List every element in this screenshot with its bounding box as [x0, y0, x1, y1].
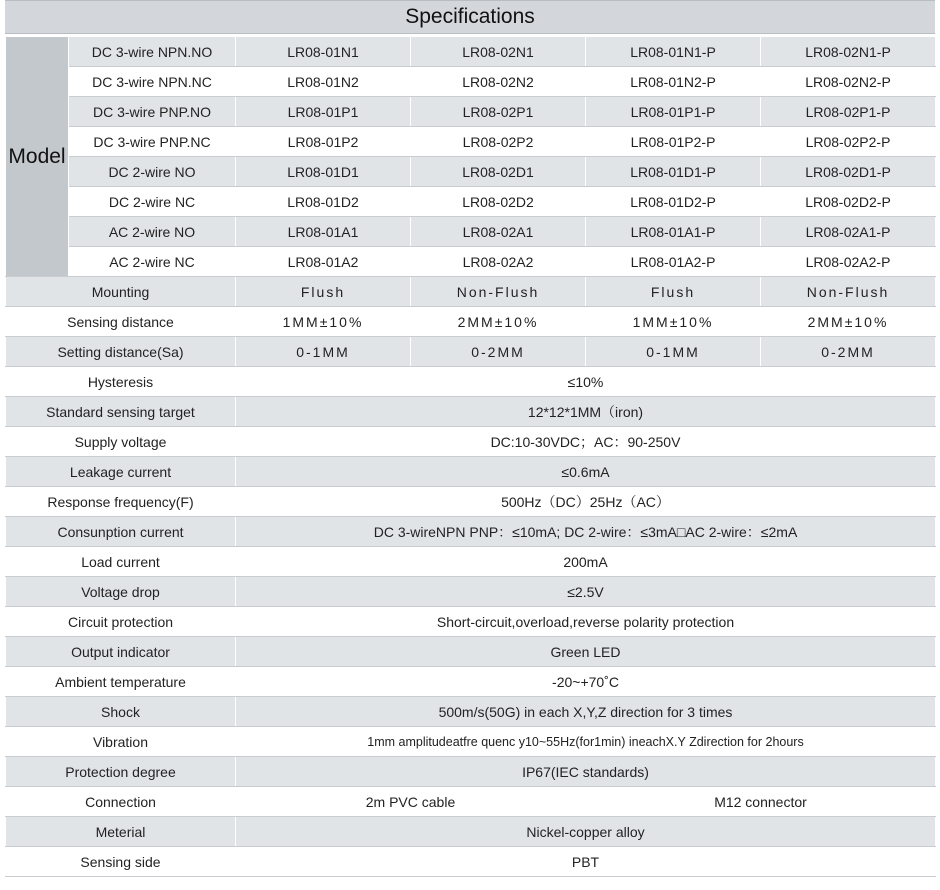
model-cell: LR08-02A2-P: [761, 247, 936, 277]
model-cell: LR08-02N1: [411, 37, 586, 67]
wiring-cell: AC 2-wire NO: [69, 217, 236, 247]
model-cell: LR08-02A1: [411, 217, 586, 247]
model-cell: LR08-01P1-P: [586, 97, 761, 127]
model-cell: LR08-02P2-P: [761, 127, 936, 157]
mounting-value: Non-Flush: [761, 277, 936, 307]
spec-value: Green LED: [236, 637, 936, 667]
spec-label: Supply voltage: [6, 427, 236, 457]
model-row: [6, 157, 936, 187]
model-cell: LR08-01P2: [236, 127, 411, 157]
model-cell: LR08-02A2: [411, 247, 586, 277]
spec-value: Short-circuit,overload,reverse polarity protection: [236, 607, 936, 637]
wiring-cell: DC 3-wire PNP.NO: [69, 97, 236, 127]
model-cell: LR08-01D2-P: [586, 187, 761, 217]
model-row: [6, 187, 936, 217]
spec-value: ≤0.6mA: [236, 457, 936, 487]
model-cell: LR08-01D1-P: [586, 157, 761, 187]
spec-row: [6, 697, 936, 727]
spec-row: [6, 577, 936, 607]
wiring-cell: AC 2-wire NC: [69, 247, 236, 277]
setting-distance-value: 0-1MM: [586, 337, 761, 367]
model-label: Model: [6, 37, 69, 277]
spec-row: [6, 427, 936, 457]
spec-label: Hysteresis: [6, 367, 236, 397]
model-cell: LR08-01A2: [236, 247, 411, 277]
spec-value: 500Hz（DC）25Hz（AC）: [236, 487, 936, 517]
spec-label: Shock: [6, 697, 236, 727]
connection-cable: 2m PVC cable: [236, 787, 586, 817]
model-cell: LR08-02D1: [411, 157, 586, 187]
model-cell: LR08-01A1: [236, 217, 411, 247]
sensing-side-row: [6, 847, 936, 877]
model-cell: LR08-01D2: [236, 187, 411, 217]
model-cell: LR08-02P1: [411, 97, 586, 127]
sensing-distance-value: 1MM±10%: [586, 307, 761, 337]
spec-label: Protection degree: [6, 757, 236, 787]
sensing-distance-value: 2MM±10%: [761, 307, 936, 337]
spec-title: Specifications: [5, 0, 935, 34]
spec-row: [6, 487, 936, 517]
spec-label: Ambient temperature: [6, 667, 236, 697]
spec-value: 500m/s(50G) in each X,Y,Z direction for 3 times: [236, 697, 936, 727]
mounting-label: Mounting: [6, 277, 236, 307]
spec-row: [6, 457, 936, 487]
spec-row: [6, 547, 936, 577]
setting-distance-value: 0-2MM: [761, 337, 936, 367]
model-cell: LR08-01P2-P: [586, 127, 761, 157]
model-cell: LR08-01D1: [236, 157, 411, 187]
model-cell: LR08-02P1-P: [761, 97, 936, 127]
mounting-value: Flush: [236, 277, 411, 307]
spec-label: Standard sensing target: [6, 397, 236, 427]
wiring-cell: DC 2-wire NC: [69, 187, 236, 217]
model-row: [6, 217, 936, 247]
model-cell: LR08-02D1-P: [761, 157, 936, 187]
spec-value: ≤2.5V: [236, 577, 936, 607]
spec-value: IP67(IEC standards): [236, 757, 936, 787]
spec-row: [6, 667, 936, 697]
model-row: [6, 37, 936, 67]
sensing-distance-value: 2MM±10%: [411, 307, 586, 337]
setting-distance-value: 0-1MM: [236, 337, 411, 367]
spec-label: Circuit protection: [6, 607, 236, 637]
model-row: [6, 67, 936, 97]
connection-row: [6, 787, 936, 817]
spec-table: [5, 36, 936, 877]
spec-label: Response frequency(F): [6, 487, 236, 517]
model-row: [6, 97, 936, 127]
model-cell: LR08-02A1-P: [761, 217, 936, 247]
wiring-cell: DC 3-wire PNP.NC: [69, 127, 236, 157]
spec-label: Voltage drop: [6, 577, 236, 607]
spec-row: [6, 727, 936, 757]
model-cell: LR08-02N2: [411, 67, 586, 97]
spec-label: Leakage current: [6, 457, 236, 487]
sensing-side-value: PBT: [236, 847, 936, 877]
spec-row: [6, 397, 936, 427]
sensing-distance-label: Sensing distance: [6, 307, 236, 337]
setting-distance-value: 0-2MM: [411, 337, 586, 367]
connection-connector: M12 connector: [586, 787, 936, 817]
model-cell: LR08-02P2: [411, 127, 586, 157]
material-value: Nickel-copper alloy: [236, 817, 936, 847]
model-cell: LR08-01N1: [236, 37, 411, 67]
spec-value: -20~+70˚C: [236, 667, 936, 697]
spec-value: 12*12*1MM（iron): [236, 397, 936, 427]
model-cell: LR08-01A2-P: [586, 247, 761, 277]
mounting-row: [6, 277, 936, 307]
mounting-value: Flush: [586, 277, 761, 307]
spec-label: Load current: [6, 547, 236, 577]
wiring-cell: DC 3-wire NPN.NC: [69, 67, 236, 97]
mounting-value: Non-Flush: [411, 277, 586, 307]
model-cell: LR08-02D2: [411, 187, 586, 217]
spec-value: 200mA: [236, 547, 936, 577]
material-label: Meterial: [6, 817, 236, 847]
spec-row: [6, 757, 936, 787]
setting-distance-label: Setting distance(Sa): [6, 337, 236, 367]
model-cell: LR08-01P1: [236, 97, 411, 127]
spec-row: [6, 517, 936, 547]
model-cell: LR08-02N1-P: [761, 37, 936, 67]
model-cell: LR08-02D2-P: [761, 187, 936, 217]
material-row: [6, 817, 936, 847]
model-cell: LR08-01A1-P: [586, 217, 761, 247]
spec-row: [6, 367, 936, 397]
spec-row: [6, 637, 936, 667]
connection-label: Connection: [6, 787, 236, 817]
sensing-distance-value: 1MM±10%: [236, 307, 411, 337]
model-row: [6, 247, 936, 277]
model-row: [6, 127, 936, 157]
spec-label: Vibration: [6, 727, 236, 757]
spec-value: ≤10%: [236, 367, 936, 397]
spec-label: Output indicator: [6, 637, 236, 667]
spec-value: DC 3-wireNPN PNP：≤10mA; DC 2-wire：≤3mA□AC 2-wire：≤2mA: [236, 517, 936, 547]
wiring-cell: DC 3-wire NPN.NO: [69, 37, 236, 67]
spec-label: Consunption current: [6, 517, 236, 547]
model-cell: LR08-01N1-P: [586, 37, 761, 67]
spec-value: DC:10-30VDC；AC：90-250V: [236, 427, 936, 457]
wiring-cell: DC 2-wire NO: [69, 157, 236, 187]
sensing-distance-row: [6, 307, 936, 337]
model-cell: LR08-01N2-P: [586, 67, 761, 97]
spec-value: 1mm amplitudeatfre quenc y10~55Hz(for1min) ineachX.Y Zdirection for 2hours: [236, 727, 936, 757]
spec-row: [6, 607, 936, 637]
model-cell: LR08-02N2-P: [761, 67, 936, 97]
sensing-side-label: Sensing side: [6, 847, 236, 877]
setting-distance-row: [6, 337, 936, 367]
model-cell: LR08-01N2: [236, 67, 411, 97]
